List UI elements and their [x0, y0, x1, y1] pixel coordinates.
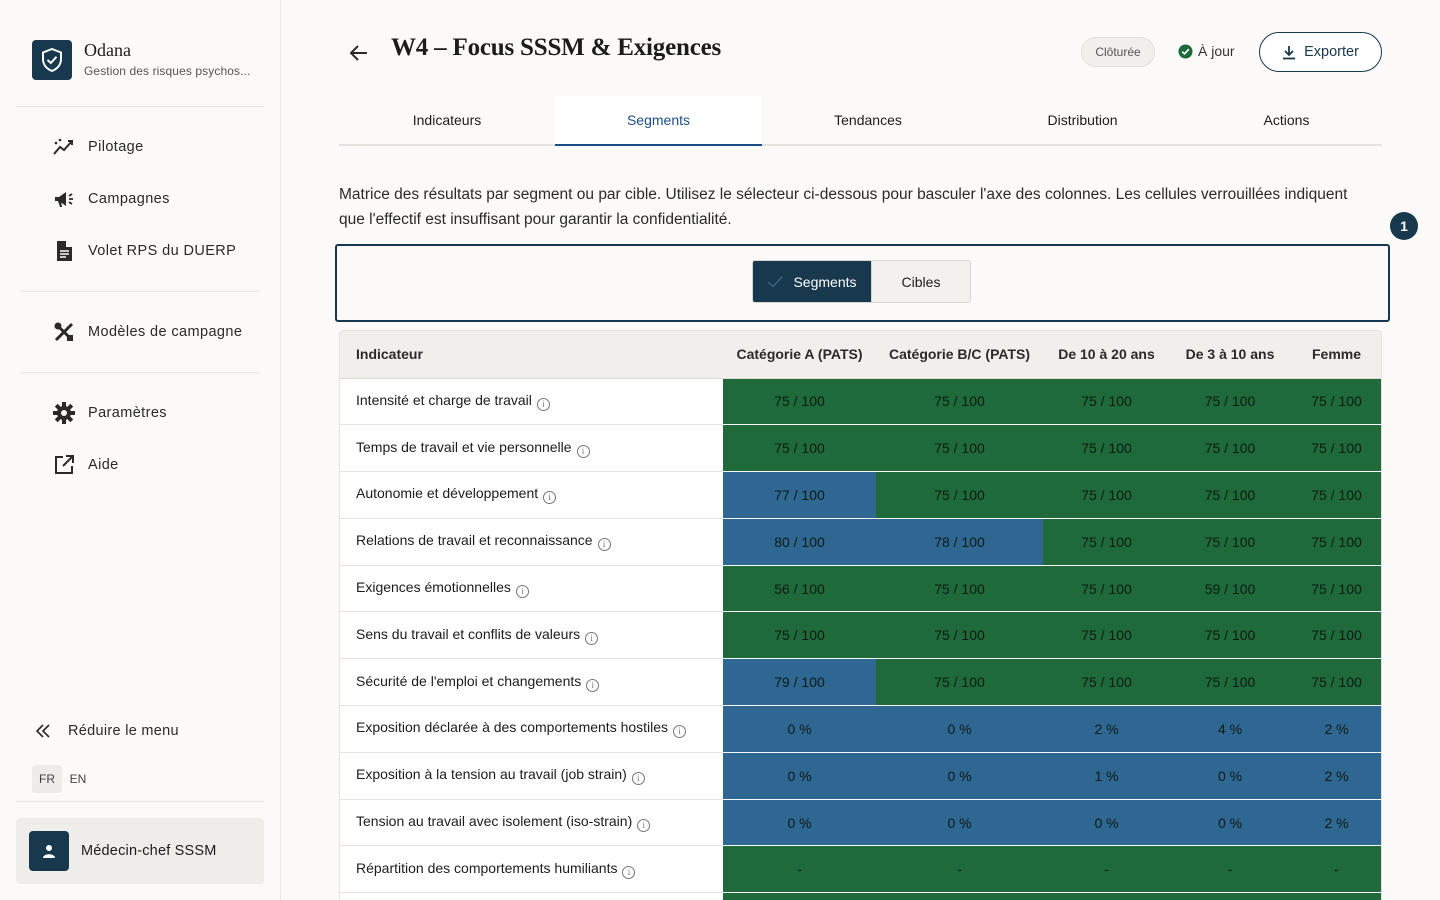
megaphone-icon: [52, 187, 76, 211]
score-cell[interactable]: 75 / 100: [1043, 425, 1170, 472]
sync-status-label: À jour: [1198, 43, 1235, 59]
score-cell[interactable]: 75 / 100: [1170, 472, 1290, 519]
score-cell[interactable]: 75 / 100: [1043, 612, 1170, 659]
indicator-cell: [340, 893, 723, 900]
tab-indicateurs[interactable]: Indicateurs: [412, 112, 482, 128]
table-row: [340, 706, 1382, 753]
divider: [16, 801, 264, 802]
indicator-label: Autonomie et développement: [356, 485, 539, 502]
score-cell[interactable]: 77 / 100: [723, 472, 876, 519]
indicator-cell: [340, 799, 723, 846]
score-cell[interactable]: 78 / 100: [876, 518, 1043, 565]
indicator-label: Sécurité de l'emploi et changements: [356, 672, 582, 689]
column-header[interactable]: De 3 à 10 ans: [1170, 331, 1290, 378]
column-header[interactable]: De 10 à 20 ans: [1043, 331, 1170, 378]
download-icon: [1282, 45, 1296, 60]
double-chevron-left-icon: [34, 722, 52, 740]
score-cell[interactable]: 1 %: [1043, 752, 1170, 799]
toggle-cibles-option[interactable]: Cibles: [871, 261, 970, 302]
lang-en-button[interactable]: EN: [69, 772, 87, 786]
toggle-label: Segments: [793, 273, 857, 290]
info-icon[interactable]: i: [637, 819, 650, 832]
back-button[interactable]: [346, 40, 372, 66]
export-label: Exporter: [1304, 44, 1359, 60]
info-icon[interactable]: i: [543, 491, 556, 504]
gear-icon: [52, 401, 76, 425]
shield-check-logo-icon: [32, 40, 72, 80]
score-cell[interactable]: 2 %: [1290, 706, 1382, 753]
status-badge: Clôturée: [1081, 37, 1155, 67]
score-cell[interactable]: 2 %: [1043, 706, 1170, 753]
page-description: Matrice des résultats par segment ou par cible. Utilisez le sélecteur ci-dessous pour basculer l'axe des colonnes. Les cellules verrouillées indiquent que l'effectif est insuffisant pour garantir la confidentialité.: [339, 186, 1348, 228]
score-cell[interactable]: -: [723, 846, 876, 893]
collapse-label: Réduire le menu: [68, 723, 179, 739]
score-cell[interactable]: 75 / 100: [1170, 518, 1290, 565]
indicator-label: Temps de travail et vie personnelle: [356, 438, 572, 455]
score-cell[interactable]: 0 %: [1170, 752, 1290, 799]
score-cell[interactable]: 75 / 100: [1290, 518, 1382, 565]
score-cell[interactable]: 0 %: [723, 752, 876, 799]
brand-name: Odana: [84, 40, 131, 60]
nav-label: Modèles de campagne: [88, 324, 243, 340]
sidebar: [0, 0, 281, 900]
nav-item-campagnes[interactable]: [52, 187, 170, 211]
info-icon[interactable]: i: [577, 445, 590, 458]
column-header[interactable]: Catégorie B/C (PATS): [876, 331, 1043, 378]
score-cell[interactable]: 75 / 100: [1170, 425, 1290, 472]
external-link-icon: [52, 453, 76, 477]
axis-toggle: [752, 260, 971, 303]
user-icon: [41, 843, 57, 859]
score-cell[interactable]: 75 / 100: [1290, 472, 1382, 519]
score-cell[interactable]: [723, 893, 876, 900]
avatar: [29, 831, 69, 871]
score-cell[interactable]: [1043, 893, 1170, 900]
tab-segments[interactable]: Segments: [555, 96, 762, 146]
score-cell[interactable]: 79 / 100: [723, 659, 876, 706]
info-icon[interactable]: i: [632, 772, 645, 785]
table-row: [340, 846, 1382, 893]
score-cell[interactable]: 75 / 100: [1290, 378, 1382, 425]
table-row: [340, 518, 1382, 565]
score-cell[interactable]: 75 / 100: [723, 378, 876, 425]
score-cell[interactable]: 0 %: [723, 706, 876, 753]
check-circle-icon: [1178, 44, 1193, 59]
indicator-cell: [340, 612, 723, 659]
table-row: [340, 752, 1382, 799]
score-cell[interactable]: 75 / 100: [1290, 659, 1382, 706]
tools-icon: [52, 320, 76, 344]
table-row: [340, 893, 1382, 900]
score-cell[interactable]: 75 / 100: [1043, 659, 1170, 706]
score-cell[interactable]: 75 / 100: [1290, 565, 1382, 612]
results-table: [340, 331, 1382, 900]
score-cell[interactable]: 75 / 100: [1290, 425, 1382, 472]
indicator-cell: [340, 565, 723, 612]
score-cell[interactable]: 75 / 100: [1170, 378, 1290, 425]
tab-actions[interactable]: Actions: [1263, 112, 1310, 128]
score-cell[interactable]: 0 %: [723, 799, 876, 846]
indicator-label: Intensité et charge de travail: [356, 391, 532, 408]
user-name: Médecin-chef SSSM: [81, 843, 217, 859]
score-cell[interactable]: 75 / 100: [723, 425, 876, 472]
step-badge: 1: [1390, 212, 1418, 240]
score-cell[interactable]: 75 / 100: [876, 659, 1043, 706]
score-cell[interactable]: 0 %: [876, 706, 1043, 753]
score-cell[interactable]: 75 / 100: [876, 378, 1043, 425]
collapse-menu-button[interactable]: [34, 722, 179, 740]
score-cell[interactable]: -: [876, 846, 1043, 893]
score-cell[interactable]: 75 / 100: [1170, 612, 1290, 659]
score-cell[interactable]: 4 %: [1170, 706, 1290, 753]
nav-item-volet-rps[interactable]: [52, 239, 236, 263]
export-button[interactable]: [1259, 32, 1382, 72]
indicator-cell: [340, 518, 723, 565]
indicator-cell: [340, 846, 723, 893]
info-icon[interactable]: i: [586, 679, 599, 692]
column-header[interactable]: Catégorie A (PATS): [723, 331, 876, 378]
score-cell[interactable]: 75 / 100: [876, 565, 1043, 612]
lang-fr-button[interactable]: FR: [32, 765, 62, 793]
score-cell[interactable]: 0 %: [876, 799, 1043, 846]
info-icon[interactable]: i: [537, 398, 550, 411]
nav-item-aide[interactable]: [52, 453, 119, 477]
indicator-label: Relations de travail et reconnaissance: [356, 532, 593, 549]
indicator-label: Sens du travail et conflits de valeurs: [356, 625, 581, 642]
score-cell[interactable]: 75 / 100: [876, 612, 1043, 659]
nav-label: Volet RPS du DUERP: [88, 243, 237, 259]
axis-selector-panel: [335, 244, 1390, 322]
score-cell[interactable]: 0 %: [876, 752, 1043, 799]
arrow-left-icon: [348, 42, 370, 64]
score-cell[interactable]: [1290, 893, 1382, 900]
toggle-segments-option[interactable]: [753, 261, 871, 302]
score-cell[interactable]: 75 / 100: [1043, 565, 1170, 612]
score-cell[interactable]: 2 %: [1290, 799, 1382, 846]
indicator-label: Exposition à la tension au travail (job strain): [356, 766, 627, 783]
score-cell[interactable]: -: [1170, 846, 1290, 893]
score-cell[interactable]: 75 / 100: [1290, 612, 1382, 659]
indicator-label: Répartition des comportements humiliants: [356, 859, 618, 876]
user-card[interactable]: [16, 818, 264, 884]
page-title: W4 – Focus SSSM & Exigences: [391, 34, 722, 61]
indicator-cell: [340, 425, 723, 472]
info-icon[interactable]: i: [516, 585, 529, 598]
indicator-label: Exposition déclarée à des comportements hostiles: [356, 719, 669, 736]
score-cell[interactable]: 0 %: [1043, 799, 1170, 846]
table-row: [340, 472, 1382, 519]
score-cell[interactable]: 75 / 100: [1170, 659, 1290, 706]
table-body: [340, 378, 1382, 900]
score-cell[interactable]: -: [1290, 846, 1382, 893]
table-row: [340, 425, 1382, 472]
document-icon: [52, 239, 76, 263]
tab-distribution[interactable]: Distribution: [1047, 112, 1118, 128]
score-cell[interactable]: [876, 893, 1043, 900]
tab-bar: [339, 96, 1382, 146]
tab-tendances[interactable]: Tendances: [834, 112, 902, 128]
score-cell[interactable]: 59 / 100: [1170, 565, 1290, 612]
score-cell[interactable]: 75 / 100: [876, 472, 1043, 519]
score-cell[interactable]: 2 %: [1290, 752, 1382, 799]
score-cell[interactable]: 56 / 100: [723, 565, 876, 612]
info-icon[interactable]: i: [598, 538, 611, 551]
nav-item-modeles[interactable]: [52, 320, 242, 344]
brand[interactable]: [32, 40, 250, 80]
score-cell[interactable]: 0 %: [1170, 799, 1290, 846]
brand-subtitle: Gestion des risques psychos...: [84, 64, 251, 78]
indicator-cell: [340, 659, 723, 706]
info-icon[interactable]: i: [622, 866, 635, 879]
check-icon: [767, 276, 783, 288]
indicator-label: Exigences émotionnelles: [356, 579, 511, 596]
table-header-row: [340, 331, 1382, 378]
indicator-cell: [340, 378, 723, 425]
column-header[interactable]: Femme: [1290, 331, 1382, 378]
chart-line-icon: [52, 135, 76, 159]
score-cell[interactable]: 75 / 100: [1043, 378, 1170, 425]
divider: [20, 291, 260, 292]
score-cell[interactable]: 75 / 100: [1043, 472, 1170, 519]
nav-label: Campagnes: [88, 191, 170, 207]
score-cell[interactable]: 75 / 100: [1043, 518, 1170, 565]
column-header[interactable]: Indicateur: [340, 331, 723, 378]
score-cell[interactable]: 80 / 100: [723, 518, 876, 565]
nav-label: Pilotage: [88, 139, 144, 155]
table-row: [340, 612, 1382, 659]
table-row: [340, 659, 1382, 706]
score-cell[interactable]: [1170, 893, 1290, 900]
info-icon[interactable]: i: [673, 725, 686, 738]
score-cell[interactable]: 75 / 100: [876, 425, 1043, 472]
score-cell[interactable]: 75 / 100: [723, 612, 876, 659]
indicator-cell: [340, 706, 723, 753]
score-cell[interactable]: -: [1043, 846, 1170, 893]
nav-item-pilotage[interactable]: [52, 135, 144, 159]
indicator-cell: [340, 752, 723, 799]
table-row: [340, 565, 1382, 612]
divider: [16, 106, 264, 107]
table-row: [340, 378, 1382, 425]
divider: [20, 372, 260, 373]
sync-status: [1178, 43, 1235, 59]
info-icon[interactable]: i: [585, 632, 598, 645]
results-matrix: [339, 330, 1382, 900]
indicator-label: Tension au travail avec isolement (iso-strain): [356, 813, 633, 830]
nav-label: Paramètres: [88, 405, 167, 421]
indicator-cell: [340, 472, 723, 519]
nav-label: Aide: [88, 457, 119, 473]
table-row: [340, 799, 1382, 846]
nav-item-parametres[interactable]: [52, 401, 167, 425]
